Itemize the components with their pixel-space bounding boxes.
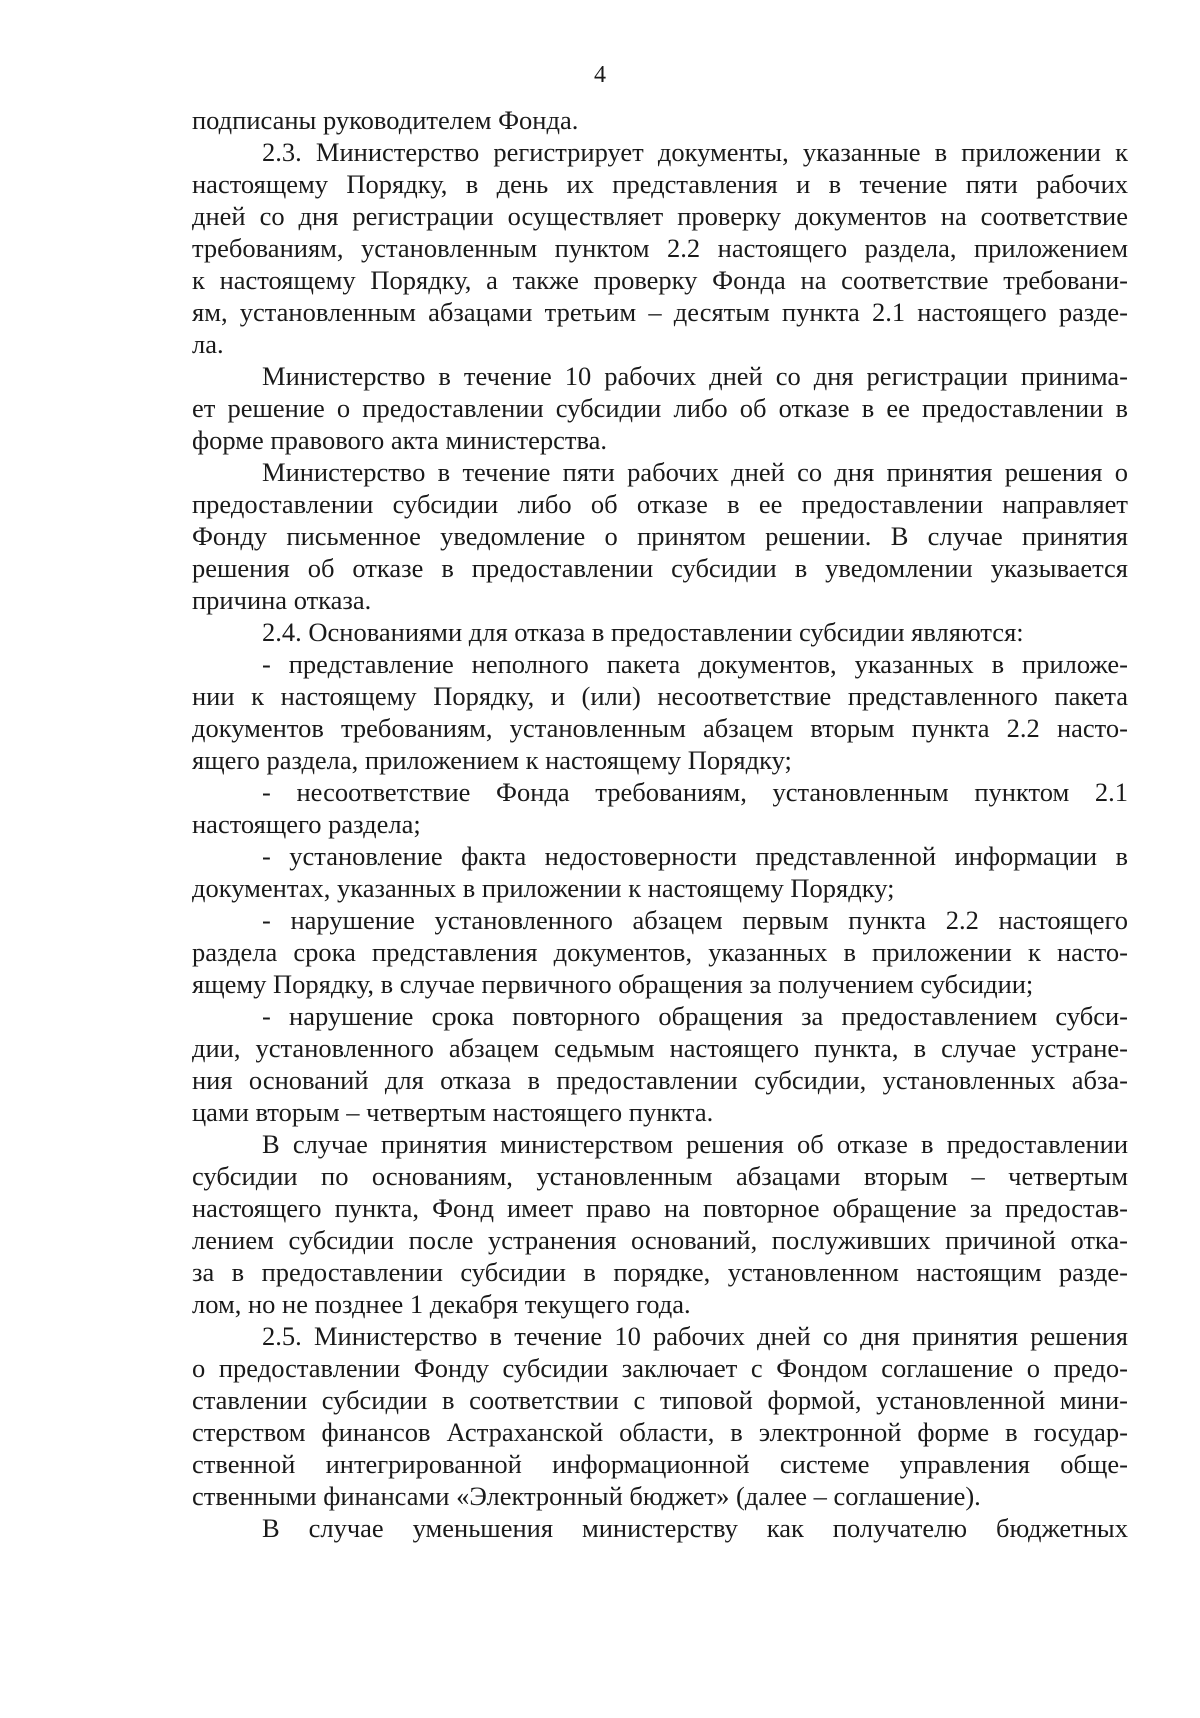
text-line: - нарушение установленного абзацем первым пункта 2.2 настоящего	[262, 905, 1128, 935]
text-line: - нарушение срока повторного обращения за предоставлением субси-	[262, 1001, 1128, 1031]
text-line: дии, установленного абзацем седьмым настоящего пункта, в случае устране-	[192, 1033, 1128, 1063]
text-line: ственной интегрированной информационной системе управления обще-	[192, 1449, 1128, 1479]
text-line: В случае уменьшения министерству как получателю бюджетных	[262, 1513, 1128, 1543]
text-line: ственными финансами «Электронный бюджет» (далее – соглашение).	[192, 1481, 981, 1511]
text-line: настоящему Порядку, в день их представления и в течение пяти рабочих	[192, 169, 1128, 199]
text-line: предоставлении субсидии либо об отказе в ее предоставлении направляет	[192, 489, 1128, 519]
text-line: за в предоставлении субсидии в порядке, установленном настоящим разде-	[192, 1257, 1128, 1287]
text-line: форме правового акта министерства.	[192, 425, 608, 455]
text-line: 2.4. Основаниями для отказа в предоставлении субсидии являются:	[262, 617, 1024, 647]
text-line: Министерство в течение 10 рабочих дней со дня регистрации принима-	[262, 361, 1128, 391]
text-line: - несоответствие Фонда требованиям, установленным пунктом 2.1	[262, 777, 1128, 807]
text-line: раздела срока представления документов, указанных в приложении к насто-	[192, 937, 1128, 967]
text-line: ставлении субсидии в соответствии с типовой формой, установленной мини-	[192, 1385, 1128, 1415]
text-line: нии к настоящему Порядку, и (или) несоответствие представленного пакета	[192, 681, 1128, 711]
text-line: цами вторым – четвертым настоящего пункта.	[192, 1097, 714, 1127]
text-line: требованиям, установленным пунктом 2.2 настоящего раздела, приложением	[192, 233, 1128, 263]
text-line: о предоставлении Фонду субсидии заключает с Фондом соглашение о предо-	[192, 1353, 1128, 1383]
text-line: В случае принятия министерством решения об отказе в предоставлении	[262, 1129, 1128, 1159]
text-line: ящего раздела, приложением к настоящему Порядку;	[192, 745, 792, 775]
text-line: дней со дня регистрации осуществляет проверку документов на соответствие	[192, 201, 1128, 231]
text-line: к настоящему Порядку, а также проверку Фонда на соответствие требовани-	[192, 265, 1128, 295]
text-line: - представление неполного пакета документов, указанных в приложе-	[262, 649, 1128, 679]
text-line: ям, установленным абзацами третьим – десятым пункта 2.1 настоящего разде-	[192, 297, 1128, 327]
text-line: ния оснований для отказа в предоставлении субсидии, установленных абза-	[192, 1065, 1128, 1095]
text-line: причина отказа.	[192, 585, 372, 615]
text-line: ла.	[192, 329, 224, 359]
text-line: лом, но не позднее 1 декабря текущего года.	[192, 1289, 691, 1319]
text-line: Министерство в течение пяти рабочих дней со дня принятия решения о	[262, 457, 1128, 487]
text-line: лением субсидии после устранения оснований, послуживших причиной отка-	[192, 1225, 1128, 1255]
text-line: настоящего раздела;	[192, 809, 421, 839]
text-line: стерством финансов Астраханской области, в электронной форме в государ-	[192, 1417, 1128, 1447]
page-number: 4	[594, 62, 606, 88]
text-line: документов требованиям, установленным абзацем вторым пункта 2.2 насто-	[192, 713, 1128, 743]
text-line: 2.3. Министерство регистрирует документы, указанные в приложении к	[262, 137, 1128, 167]
text-line: документах, указанных в приложении к настоящему Порядку;	[192, 873, 895, 903]
text-line: ящему Порядку, в случае первичного обращения за получением субсидии;	[192, 969, 1034, 999]
text-line: Фонду письменное уведомление о принятом решении. В случае принятия	[192, 521, 1128, 551]
document-body	[192, 104, 1128, 1544]
text-line: 2.5. Министерство в течение 10 рабочих дней со дня принятия решения	[262, 1321, 1128, 1351]
text-line: - установление факта недостоверности представленной информации в	[262, 841, 1128, 871]
text-line: настоящего пункта, Фонд имеет право на повторное обращение за предостав-	[192, 1193, 1128, 1223]
text-line: решения об отказе в предоставлении субсидии в уведомлении указывается	[192, 553, 1128, 583]
text-line: ет решение о предоставлении субсидии либо об отказе в ее предоставлении в	[192, 393, 1128, 423]
text-line: подписаны руководителем Фонда.	[192, 105, 579, 135]
text-line: субсидии по основаниям, установленным абзацами вторым – четвертым	[192, 1161, 1128, 1191]
